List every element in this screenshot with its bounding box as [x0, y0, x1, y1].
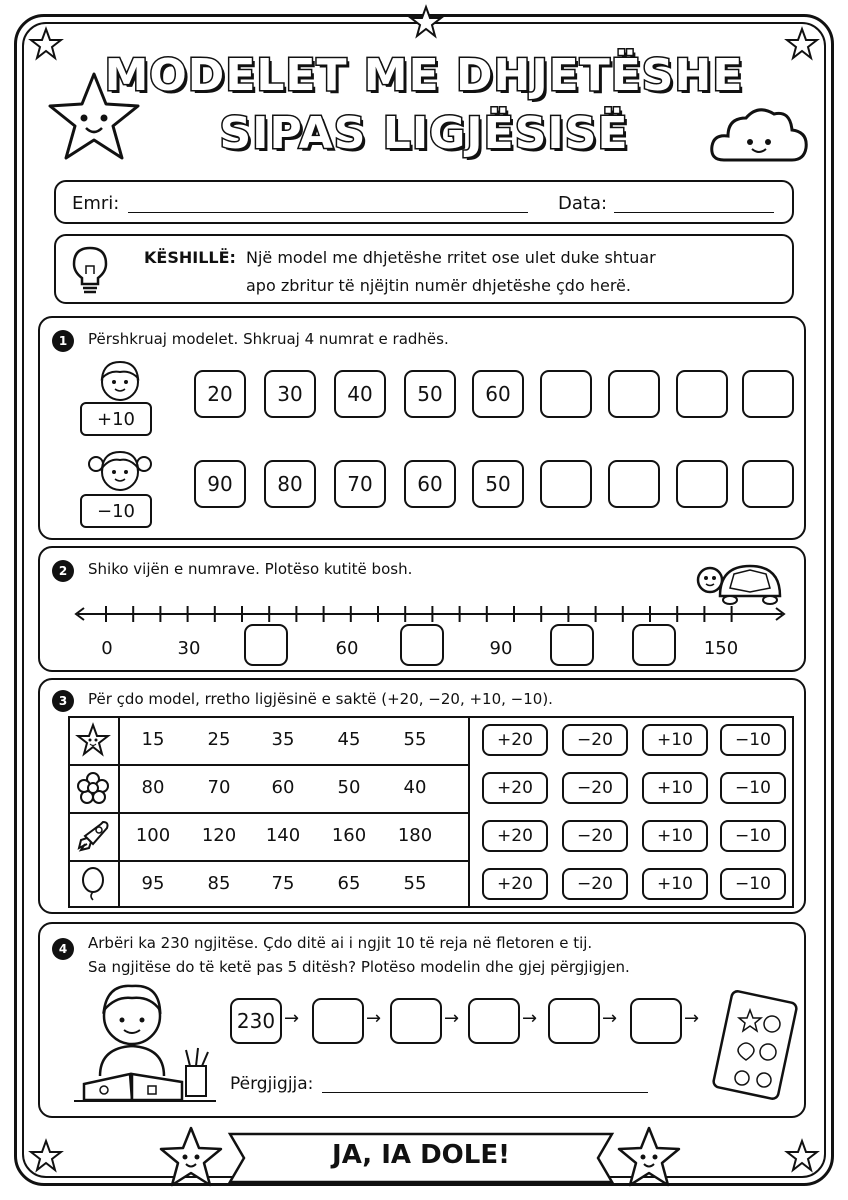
pattern-value: 75: [271, 873, 295, 894]
answer-box[interactable]: [742, 460, 794, 508]
answer-box[interactable]: [550, 624, 594, 666]
sequence-number-box: 90: [194, 460, 246, 508]
rule-option[interactable]: −10: [720, 724, 786, 756]
exercise-instruction: Për çdo model, rretho ligjësinë e saktë (+20, −20, +10, −10).: [88, 690, 553, 708]
pattern-value: 80: [141, 777, 165, 798]
star-icon: [28, 1138, 64, 1174]
row-divider: [68, 860, 470, 862]
pattern-value: 25: [207, 729, 231, 750]
rule-option[interactable]: +20: [482, 724, 548, 756]
number-line-label: 0: [101, 638, 113, 659]
row-divider: [68, 764, 470, 766]
name-field[interactable]: [128, 212, 528, 213]
sequence-number-box: 80: [264, 460, 316, 508]
answer-box[interactable]: [400, 624, 444, 666]
rule-option[interactable]: −20: [562, 868, 628, 900]
sequence-number-box: 30: [264, 370, 316, 418]
start-number-box: 230: [230, 998, 282, 1044]
rule-option[interactable]: +10: [642, 820, 708, 852]
rule-option[interactable]: −10: [720, 772, 786, 804]
rule-option[interactable]: +10: [642, 868, 708, 900]
answer-box[interactable]: [676, 460, 728, 508]
answer-box[interactable]: [742, 370, 794, 418]
pattern-value: 15: [141, 729, 165, 750]
tip-text-line2: apo zbritur të njëjtin numër dhjetëshe çdo herë.: [246, 276, 631, 295]
arrow-right-icon: →: [684, 1008, 700, 1029]
pattern-value: 140: [265, 825, 301, 846]
pattern-value: 70: [207, 777, 231, 798]
number-line-label: 150: [703, 638, 739, 659]
exercise-instruction: Përshkruaj modelet. Shkruaj 4 numrat e radhës.: [88, 330, 449, 348]
sticker-sheet-icon: [712, 990, 798, 1100]
sequence-number-box: 70: [334, 460, 386, 508]
rule-option[interactable]: +20: [482, 772, 548, 804]
boy-with-book-icon: [70, 976, 220, 1106]
exercise-instruction: Shiko vijën e numrave. Plotëso kutitë bosh.: [88, 560, 413, 578]
tip-text-line1: Një model me dhjetëshe rritet ose ulet duke shtuar: [246, 248, 656, 267]
exercise-number: 3: [52, 690, 74, 712]
tip-label: KËSHILLË:: [144, 248, 236, 267]
answer-label: Përgjigjja:: [230, 1074, 314, 1094]
pattern-value: 55: [403, 729, 427, 750]
arrow-right-icon: →: [284, 1008, 300, 1029]
sequence-number-box: 50: [472, 460, 524, 508]
rule-option[interactable]: −10: [720, 820, 786, 852]
pattern-value: 160: [331, 825, 367, 846]
answer-box[interactable]: [312, 998, 364, 1044]
answer-box[interactable]: [540, 370, 592, 418]
exercise-number: 4: [52, 938, 74, 960]
exercise-2: [38, 546, 806, 672]
date-field[interactable]: [614, 212, 774, 213]
arrow-right-icon: →: [522, 1008, 538, 1029]
answer-box[interactable]: [676, 370, 728, 418]
pattern-value: 65: [337, 873, 361, 894]
pattern-value: 35: [271, 729, 295, 750]
number-line-label: 60: [335, 638, 359, 659]
star-icon: [408, 4, 444, 40]
arrow-right-icon: →: [602, 1008, 618, 1029]
smiling-star-icon: [614, 1124, 684, 1190]
rule-option[interactable]: −20: [562, 772, 628, 804]
answer-box[interactable]: [540, 460, 592, 508]
footer-banner-text: JA, IA DOLE!: [332, 1140, 510, 1170]
answer-box[interactable]: [632, 624, 676, 666]
pattern-value: 55: [403, 873, 427, 894]
row-divider: [68, 812, 470, 814]
sequence-number-box: 60: [404, 460, 456, 508]
answer-box[interactable]: [608, 370, 660, 418]
lightbulb-icon: [70, 244, 110, 298]
number-line-label: 90: [489, 638, 513, 659]
page-title: MODELET ME DHJETËSHE: [104, 50, 744, 101]
answer-box[interactable]: [390, 998, 442, 1044]
page-subtitle: SIPAS LIGJËSISË: [219, 108, 629, 159]
tip-box: [54, 234, 794, 304]
pattern-value: 95: [141, 873, 165, 894]
answer-box[interactable]: [244, 624, 288, 666]
exercise-3: [38, 678, 806, 914]
sequence-number-box: 20: [194, 370, 246, 418]
rule-option[interactable]: +20: [482, 868, 548, 900]
name-date-bar: [54, 180, 794, 224]
pattern-value: 60: [271, 777, 295, 798]
number-line-label: 30: [177, 638, 201, 659]
rule-sign-plus: +10: [80, 402, 152, 436]
exercise-number: 2: [52, 560, 74, 582]
star-icon: [784, 1138, 820, 1174]
answer-box[interactable]: [630, 998, 682, 1044]
rule-option[interactable]: +10: [642, 724, 708, 756]
exercise-4: [38, 922, 806, 1118]
rocket-icon: [68, 812, 120, 860]
pattern-value: 50: [337, 777, 361, 798]
rule-option[interactable]: +10: [642, 772, 708, 804]
sequence-number-box: 50: [404, 370, 456, 418]
name-label: Emri:: [72, 193, 120, 214]
pattern-value: 100: [135, 825, 171, 846]
problem-text-line1: Arbëri ka 230 ngjitëse. Çdo ditë ai i ngjit 10 të reja në fletoren e tij.: [88, 934, 593, 952]
sequence-number-box: 40: [334, 370, 386, 418]
rule-option[interactable]: −20: [562, 724, 628, 756]
star-icon: [68, 716, 120, 764]
pattern-value: 180: [397, 825, 433, 846]
answer-box[interactable]: [548, 998, 600, 1044]
pattern-value: 40: [403, 777, 427, 798]
balloon-icon: [68, 860, 120, 908]
date-label: Data:: [558, 193, 608, 214]
exercise-number: 1: [52, 330, 74, 352]
answer-box[interactable]: [468, 998, 520, 1044]
arrow-right-icon: →: [444, 1008, 460, 1029]
rule-option[interactable]: +20: [482, 820, 548, 852]
rule-option[interactable]: −10: [720, 868, 786, 900]
arrow-right-icon: →: [366, 1008, 382, 1029]
pattern-value: 85: [207, 873, 231, 894]
answer-field[interactable]: [322, 1092, 648, 1093]
exercise-1: [38, 316, 806, 540]
flower-icon: [68, 764, 120, 812]
sequence-number-box: 60: [472, 370, 524, 418]
rule-option[interactable]: −20: [562, 820, 628, 852]
girl-icon: [86, 446, 154, 492]
problem-text-line2: Sa ngjitëse do të ketë pas 5 ditësh? Plotëso modelin dhe gjej përgjigjen.: [88, 958, 630, 976]
smiling-star-icon: [156, 1124, 226, 1190]
rule-sign-minus: −10: [80, 494, 152, 528]
boy-icon: [90, 356, 150, 402]
answer-box[interactable]: [608, 460, 660, 508]
pattern-value: 120: [201, 825, 237, 846]
pattern-value: 45: [337, 729, 361, 750]
